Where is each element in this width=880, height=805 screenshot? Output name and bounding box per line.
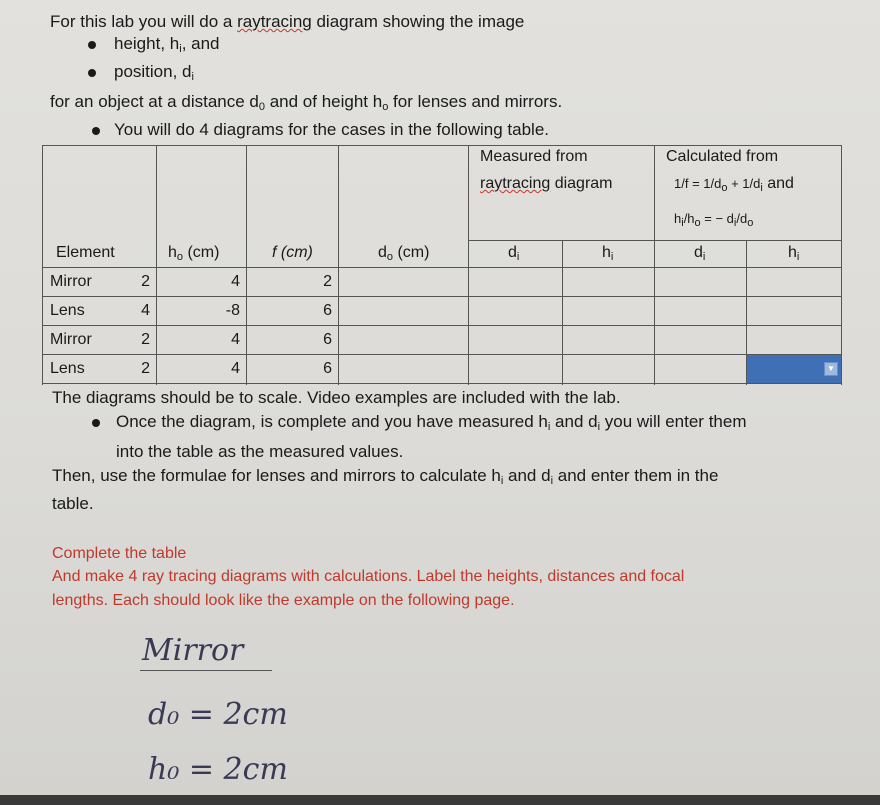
instruction-line-1: Complete the table (52, 545, 187, 562)
bullet-icon (88, 41, 96, 49)
table-row-element: Lens (50, 302, 85, 319)
after-line-2: Then, use the formulae for lenses and mirrors to calculate $h_i$ and $d_i$ and enter them in the (52, 466, 719, 487)
intro-line-1: For this lab you will do a raytracing diagram showing the image (50, 12, 525, 31)
table-cell-ho[interactable]: 2 (141, 273, 150, 290)
table-cell-do[interactable]: 2 (323, 273, 332, 290)
col-header-ho: $h_o$ (cm) (168, 244, 220, 263)
col-header-hi-calculated: $h_i$ (788, 244, 800, 263)
intro-line-2: for an object at a distance $d_0$ and of height $h_o$ for lenses and mirrors. (50, 92, 563, 113)
bullet-icon (92, 127, 100, 135)
after-line-3: table. (52, 494, 94, 513)
instruction-line-3: lengths. Each should look like the example on the following page. (52, 592, 515, 609)
intro-bullet-position: position, $d_i$ (114, 62, 194, 83)
table-row-element: Mirror (50, 331, 92, 348)
table-cell-f[interactable]: -8 (225, 302, 240, 319)
col-header-hi-measured: $h_i$ (602, 244, 614, 263)
handwritten-underline (140, 670, 272, 671)
col-header-do: $d_o$ (cm) (378, 244, 430, 263)
col-header-element: Element (56, 244, 115, 261)
table-cell-ho[interactable]: 4 (141, 302, 150, 319)
intro-bullet-height: height, $h_i$, and (114, 34, 220, 55)
after-line-1: The diagrams should be to scale. Video examples are included with the lab. (52, 388, 621, 407)
handwritten-line-2: h₀ = 2cm (148, 752, 288, 787)
handwritten-title: Mirror (142, 633, 244, 668)
instruction-line-2: And make 4 ray tracing diagrams with calculations. Label the heights, distances and focal (52, 568, 685, 585)
table-cell-f[interactable]: 4 (231, 273, 240, 290)
after-bullet-line-1: Once the diagram, is complete and you have measured $h_i$ and $d_i$ you will enter them (116, 412, 747, 433)
table-cell-do[interactable]: 6 (323, 360, 332, 377)
table-row-element: Mirror (50, 273, 92, 290)
handwritten-line-1: d₀ = 2cm (148, 697, 288, 732)
table-cell-do[interactable]: 6 (323, 302, 332, 319)
bullet-icon (92, 419, 100, 427)
col-header-di-calculated: $d_i$ (694, 244, 706, 263)
table-cell-ho[interactable]: 2 (141, 360, 150, 377)
group-header-measured: Measured from (480, 148, 588, 165)
bullet-icon (88, 69, 96, 77)
table-cell-f[interactable]: 4 (231, 331, 240, 348)
table-cell-ho[interactable]: 2 (141, 331, 150, 348)
page-edge (0, 795, 880, 805)
dropdown-arrow-icon[interactable]: ▼ (824, 362, 838, 376)
table-cell-f[interactable]: 4 (231, 360, 240, 377)
lens-formula: $1/f = 1/d_o + 1/d_i$ and (674, 175, 794, 194)
col-header-di-measured: $d_i$ (508, 244, 520, 263)
col-header-f: f (cm) (272, 244, 313, 261)
intro-bullet-diagrams: You will do 4 diagrams for the cases in the following table. (114, 120, 550, 139)
magnification-formula: $h_i/h_o$ = − $d_i/d_o$ (674, 211, 754, 229)
spellcheck-word: raytracing (237, 12, 312, 31)
group-header-calculated: Calculated from (666, 148, 779, 165)
after-bullet-line-2: into the table as the measured values. (116, 442, 404, 461)
group-header-measured-2: raytracing diagram (480, 175, 613, 192)
data-table (42, 145, 842, 385)
table-cell-do[interactable]: 6 (323, 331, 332, 348)
table-row-element: Lens (50, 360, 85, 377)
